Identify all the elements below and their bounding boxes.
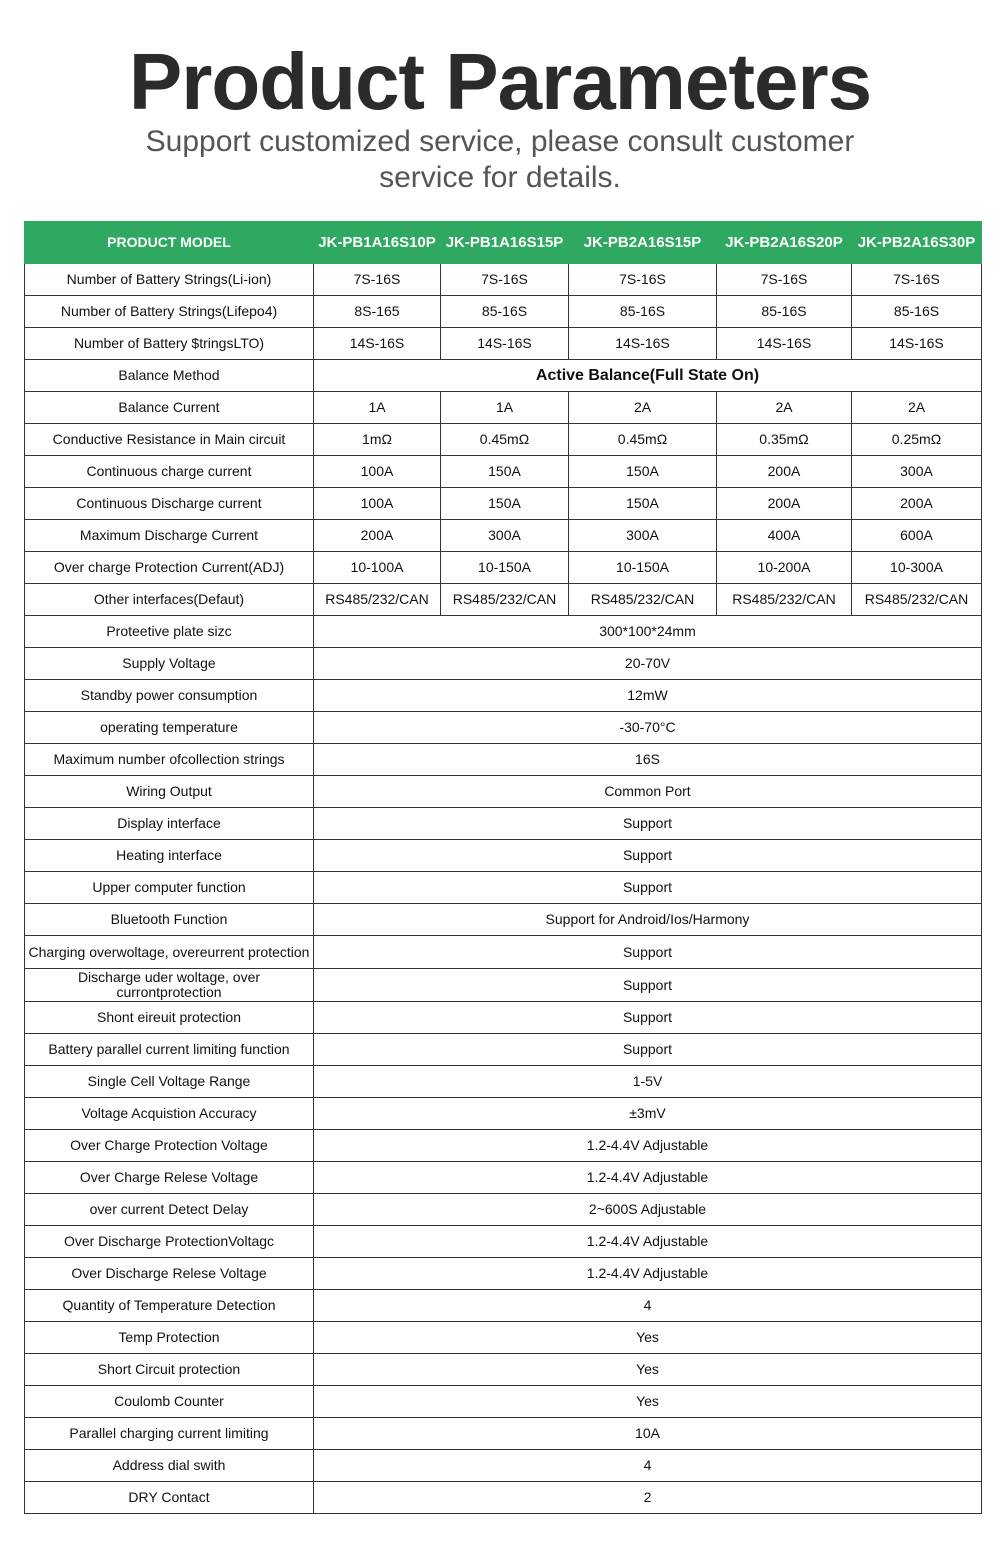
row-value: 150A xyxy=(441,456,569,488)
table-row xyxy=(25,1226,982,1258)
table-row xyxy=(25,744,982,776)
row-label: Number of Battery Strings(Li-ion) xyxy=(25,264,314,296)
table-row xyxy=(25,1066,982,1098)
row-label: Display interface xyxy=(25,808,314,840)
row-label: Over Discharge Relese Voltage xyxy=(25,1258,314,1290)
table-header-row xyxy=(25,222,982,264)
row-value: 600A xyxy=(852,520,982,552)
row-value: 4 xyxy=(314,1290,982,1322)
row-label: Battery parallel current limiting function xyxy=(25,1034,314,1066)
row-label: Supply Voltage xyxy=(25,648,314,680)
table-row xyxy=(25,264,982,296)
column-header: JK-PB2A16S15P xyxy=(569,222,717,264)
row-value: 14S-16S xyxy=(852,328,982,360)
row-value: Support xyxy=(314,1002,982,1034)
column-header: JK-PB1A16S10P xyxy=(314,222,441,264)
row-value: Support xyxy=(314,808,982,840)
row-value: 85-16S xyxy=(569,296,717,328)
table-row xyxy=(25,1386,982,1418)
table-row xyxy=(25,1098,982,1130)
row-value: 7S-16S xyxy=(852,264,982,296)
column-header: JK-PB1A16S15P xyxy=(441,222,569,264)
row-value: 2~600S Adjustable xyxy=(314,1194,982,1226)
row-value: 2A xyxy=(852,392,982,424)
row-value: 1A xyxy=(441,392,569,424)
row-label: Single Cell Voltage Range xyxy=(25,1066,314,1098)
row-value: 150A xyxy=(441,488,569,520)
row-label: Charging overwoltage, overeurrent protection xyxy=(25,936,314,969)
row-label: Wiring Output xyxy=(25,776,314,808)
table-row xyxy=(25,1322,982,1354)
row-value: 7S-16S xyxy=(441,264,569,296)
row-value: 0.45mΩ xyxy=(569,424,717,456)
table-row xyxy=(25,488,982,520)
row-value: 10-100A xyxy=(314,552,441,584)
row-label: Temp Protection xyxy=(25,1322,314,1354)
table-row xyxy=(25,648,982,680)
table-row xyxy=(25,969,982,1002)
row-label: Number of Battery Strings(Lifepo4) xyxy=(25,296,314,328)
table-row xyxy=(25,360,982,392)
page-title: Product Parameters xyxy=(128,37,872,126)
row-value: 16S xyxy=(314,744,982,776)
row-label: Over Discharge ProtectionVoltagc xyxy=(25,1226,314,1258)
row-value: 0.25mΩ xyxy=(852,424,982,456)
row-label: Balance Current xyxy=(25,392,314,424)
table-row xyxy=(25,1162,982,1194)
row-value: RS485/232/CAN xyxy=(569,584,717,616)
row-value: 1mΩ xyxy=(314,424,441,456)
column-header: JK-PB2A16S20P xyxy=(717,222,852,264)
parameters-table xyxy=(24,221,982,1514)
row-label: Over charge Protection Current(ADJ) xyxy=(25,552,314,584)
row-value: Active Balance(Full State On) xyxy=(314,360,982,392)
table-row xyxy=(25,616,982,648)
row-label: Short Circuit protection xyxy=(25,1354,314,1386)
row-value: 14S-16S xyxy=(441,328,569,360)
row-value: Support xyxy=(314,936,982,969)
table-row xyxy=(25,840,982,872)
row-value: 300*100*24mm xyxy=(314,616,982,648)
row-label: Continuous Discharge current xyxy=(25,488,314,520)
row-value: 12mW xyxy=(314,680,982,712)
row-value: 200A xyxy=(717,456,852,488)
row-value: RS485/232/CAN xyxy=(314,584,441,616)
row-value: 7S-16S xyxy=(314,264,441,296)
row-value: 85-16S xyxy=(852,296,982,328)
table-row xyxy=(25,712,982,744)
row-value: 10-150A xyxy=(441,552,569,584)
row-value: Yes xyxy=(314,1354,982,1386)
row-value: 2A xyxy=(569,392,717,424)
row-label: Over Charge Relese Voltage xyxy=(25,1162,314,1194)
row-value: 1.2-4.4V Adjustable xyxy=(314,1226,982,1258)
table-row xyxy=(25,936,982,969)
row-value: 1A xyxy=(314,392,441,424)
column-header: JK-PB2A16S30P xyxy=(852,222,982,264)
row-value: 14S-16S xyxy=(717,328,852,360)
table-row xyxy=(25,296,982,328)
row-label: Number of Battery $tringsLTO) xyxy=(25,328,314,360)
row-label: operating temperature xyxy=(25,712,314,744)
table-row xyxy=(25,328,982,360)
row-value: 10-150A xyxy=(569,552,717,584)
row-label: Conductive Resistance in Main circuit xyxy=(25,424,314,456)
row-value: 0.35mΩ xyxy=(717,424,852,456)
row-label: DRY Contact xyxy=(25,1482,314,1514)
row-value: 7S-16S xyxy=(717,264,852,296)
row-label: Maximum number ofcollection strings xyxy=(25,744,314,776)
row-value: 1.2-4.4V Adjustable xyxy=(314,1258,982,1290)
row-value: 150A xyxy=(569,456,717,488)
table-row xyxy=(25,1258,982,1290)
row-label: Maximum Discharge Current xyxy=(25,520,314,552)
row-label: Bluetooth Function xyxy=(25,904,314,936)
table-row xyxy=(25,1002,982,1034)
row-value: 10A xyxy=(314,1418,982,1450)
row-value: 2A xyxy=(717,392,852,424)
table-row xyxy=(25,1194,982,1226)
row-value: Common Port xyxy=(314,776,982,808)
row-label: Heating interface xyxy=(25,840,314,872)
table-row xyxy=(25,424,982,456)
row-value: 7S-16S xyxy=(569,264,717,296)
row-value: 20-70V xyxy=(314,648,982,680)
row-label: Other interfaces(Defaut) xyxy=(25,584,314,616)
row-value: RS485/232/CAN xyxy=(852,584,982,616)
row-value: 1.2-4.4V Adjustable xyxy=(314,1162,982,1194)
table-row xyxy=(25,904,982,936)
row-value: Support xyxy=(314,1034,982,1066)
row-value: Support xyxy=(314,840,982,872)
row-value: 100A xyxy=(314,488,441,520)
row-label: Balance Method xyxy=(25,360,314,392)
table-row xyxy=(25,872,982,904)
page-subtitle: Support customized service, please consult customer service for details. xyxy=(145,125,855,194)
row-value: 100A xyxy=(314,456,441,488)
column-header: PRODUCT MODEL xyxy=(25,222,314,264)
row-value: Support xyxy=(314,969,982,1002)
row-label: Coulomb Counter xyxy=(25,1386,314,1418)
row-value: ±3mV xyxy=(314,1098,982,1130)
table-row xyxy=(25,1354,982,1386)
table-row xyxy=(25,456,982,488)
table-row xyxy=(25,1450,982,1482)
row-value: 1-5V xyxy=(314,1066,982,1098)
row-label: Standby power consumption xyxy=(25,680,314,712)
table-row xyxy=(25,1418,982,1450)
row-value: -30-70°C xyxy=(314,712,982,744)
row-value: 10-200A xyxy=(717,552,852,584)
row-value: 10-300A xyxy=(852,552,982,584)
table-row xyxy=(25,1130,982,1162)
row-label: Over Charge Protection Voltage xyxy=(25,1130,314,1162)
table-row xyxy=(25,552,982,584)
row-label: Voltage Acquistion Accuracy xyxy=(25,1098,314,1130)
row-value: 1.2-4.4V Adjustable xyxy=(314,1130,982,1162)
row-label: Address dial swith xyxy=(25,1450,314,1482)
row-label: Upper computer function xyxy=(25,872,314,904)
row-value: 4 xyxy=(314,1450,982,1482)
row-value: 200A xyxy=(717,488,852,520)
table-row xyxy=(25,776,982,808)
row-value: RS485/232/CAN xyxy=(441,584,569,616)
table-row xyxy=(25,808,982,840)
row-value: Support for Android/Ios/Harmony xyxy=(314,904,982,936)
table-row xyxy=(25,680,982,712)
row-value: 150A xyxy=(569,488,717,520)
row-value: 300A xyxy=(441,520,569,552)
row-label: Parallel charging current limiting xyxy=(25,1418,314,1450)
table-row xyxy=(25,1290,982,1322)
row-value: 8S-165 xyxy=(314,296,441,328)
row-label: over current Detect Delay xyxy=(25,1194,314,1226)
table-row xyxy=(25,584,982,616)
row-label: Proteetive plate sizc xyxy=(25,616,314,648)
row-label: Discharge uder woltage, over currontprotection xyxy=(25,969,314,1002)
row-label: Quantity of Temperature Detection xyxy=(25,1290,314,1322)
row-value: 300A xyxy=(569,520,717,552)
row-value: Yes xyxy=(314,1386,982,1418)
row-value: 14S-16S xyxy=(569,328,717,360)
row-label: Shont eireuit protection xyxy=(25,1002,314,1034)
row-value: 400A xyxy=(717,520,852,552)
row-value: 300A xyxy=(852,456,982,488)
table-row xyxy=(25,392,982,424)
row-label: Continuous charge current xyxy=(25,456,314,488)
row-value: 85-16S xyxy=(441,296,569,328)
row-value: 14S-16S xyxy=(314,328,441,360)
row-value: RS485/232/CAN xyxy=(717,584,852,616)
row-value: Support xyxy=(314,872,982,904)
row-value: 200A xyxy=(852,488,982,520)
row-value: 2 xyxy=(314,1482,982,1514)
row-value: Yes xyxy=(314,1322,982,1354)
row-value: 0.45mΩ xyxy=(441,424,569,456)
table-row xyxy=(25,1482,982,1514)
row-value: 200A xyxy=(314,520,441,552)
table-row xyxy=(25,1034,982,1066)
table-row xyxy=(25,520,982,552)
row-value: 85-16S xyxy=(717,296,852,328)
